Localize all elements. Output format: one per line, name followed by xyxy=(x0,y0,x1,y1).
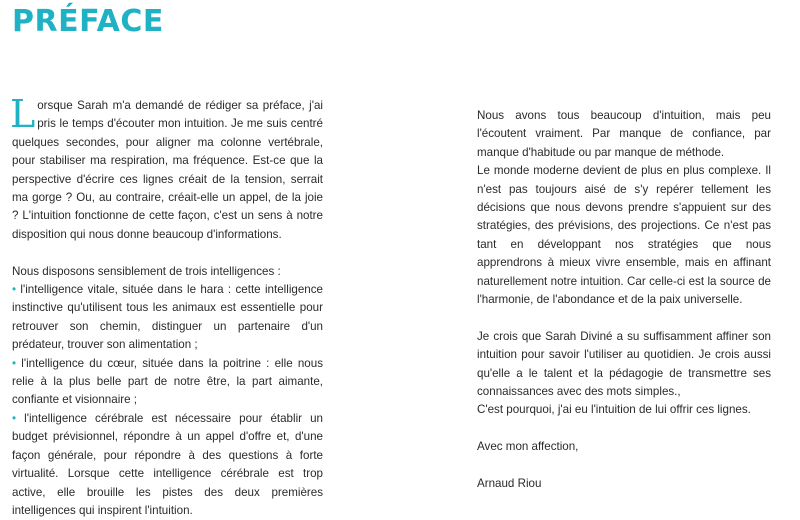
bullet-icon: • xyxy=(12,356,17,370)
intro-text: orsque Sarah m'a demandé de rédiger sa préface, j'ai pris le temps d'écouter mon intuition. Je me suis centré quelques secondes, pour aligner ma colonne vertébrale, pour stabiliser ma respiration, ma fréquence. Est-ce que la perspective d'écrire ces lignes créait de la tension, serrait ma gorge ? Ou, au contraire, créait-elle un appel, de la joie ? L'intuition fonctionne de cette façon, c'est un sens à notre disposition qui nous donne beaucoup d'informations. xyxy=(12,99,323,241)
bullet-icon: • xyxy=(12,283,17,297)
page-title: PRÉFACE xyxy=(12,4,164,39)
paragraph: Je crois que Sarah Diviné a su suffisamment affiner son intuition pour savoir l'utiliser au quotidien. Je crois aussi qu'elle a le talent et la pédagogie de transmettre ses connaissances avec des mots simples., xyxy=(477,329,771,399)
list-item-text: l'intelligence vitale, située dans le hara : cette intelligence instinctive qu'utilisent tous les animaux est essentielle pour retrouver son chemin, distinguer un partenaire d'un prédateur, trouver son alimentation ; xyxy=(12,283,323,352)
list-intro: Nous disposons sensiblement de trois intelligences : xyxy=(12,264,281,278)
intro-paragraph xyxy=(10,92,323,244)
left-column xyxy=(10,92,323,520)
list-item xyxy=(12,410,323,520)
drop-cap: L xyxy=(10,92,36,136)
signature: Arnaud Riou xyxy=(477,477,542,491)
list-item xyxy=(12,281,323,355)
list-item-text: l'intelligence du cœur, située dans la poitrine : elle nous relie à la plus belle part de notre être, la part aimante, confiante et visionnaire ; xyxy=(12,356,323,407)
list-item-text: l'intelligence cérébrale est nécessaire pour établir un budget prévisionnel, répondre à un appel d'offre et, d'une façon générale, pour répondre à des questions à forte virtualité. Lorsque cette intelligence cérébrale est trop active, elle brouille les pistes des deux premières intelligences qui inspirent l'intuition. xyxy=(12,411,323,517)
closing-line: Avec mon affection, xyxy=(477,440,579,454)
paragraph: C'est pourquoi, j'ai eu l'intuition de lui offrir ces lignes. xyxy=(477,403,751,417)
list-item xyxy=(12,355,323,410)
paragraph: Nous avons tous beaucoup d'intuition, mais peu l'écoutent vraiment. Par manque de confiance, par manque d'habitude ou par manque de méthode. xyxy=(477,109,771,159)
right-column xyxy=(477,107,771,493)
paragraph: Le monde moderne devient de plus en plus complexe. Il n'est pas toujours aisé de s'y repérer tellement les décisions que nous devons prendre s'appuient sur des stratégies, des prévisions, des projections. Ce n'est pas tant en développant nos stratégies que nous apprendrons à mieux vivre ensemble, mais en affinant naturellement notre intuition. Car celle-ci est la source de l'harmonie, de l'abondance et de la paix universelle. xyxy=(477,164,771,307)
bullet-icon: • xyxy=(12,411,17,425)
